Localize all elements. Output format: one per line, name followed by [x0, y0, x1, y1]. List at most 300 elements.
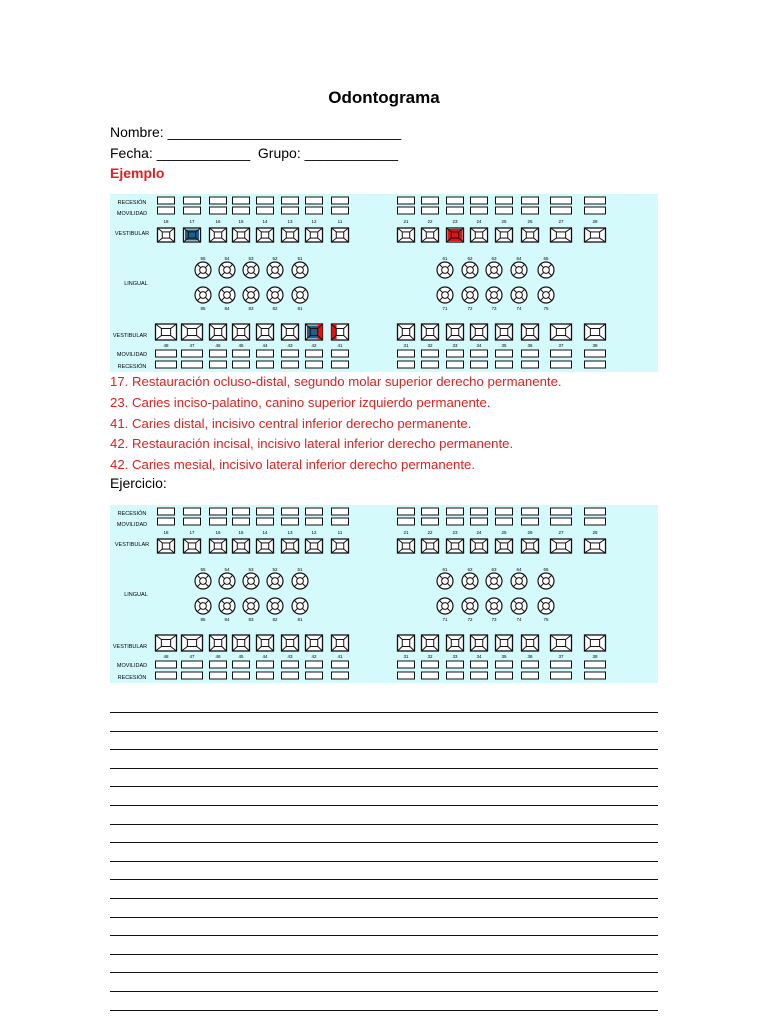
example-notes [110, 372, 670, 476]
row-label-movilidad: MOVILIDAD [117, 352, 147, 358]
recesion-box [398, 672, 415, 679]
recesion-box [184, 197, 201, 204]
tooth-icon [282, 635, 299, 651]
primary-tooth-icon [243, 573, 259, 589]
tooth-number: 23 [452, 219, 458, 224]
tooth-number: 36 [527, 654, 533, 659]
tooth-outline [267, 287, 283, 303]
tooth-outline [219, 287, 235, 303]
tooth-number: 28 [592, 530, 598, 535]
tooth-number: 35 [501, 343, 507, 348]
primary-tooth-icon [292, 598, 308, 614]
answer-line[interactable] [110, 786, 658, 805]
recesion-box [306, 661, 323, 668]
tooth-number: 11 [338, 530, 343, 535]
tooth-icon [332, 635, 349, 651]
recesion-box [496, 350, 513, 357]
tooth-number: 27 [558, 530, 564, 535]
tooth-number: 15 [238, 530, 244, 535]
recesion-box [156, 672, 177, 679]
recesion-box [182, 661, 203, 668]
answer-line[interactable] [110, 768, 658, 787]
primary-tooth-icon [462, 262, 478, 278]
note-item: 41. Caries distal, incisivo central inferior derecho permanente. [110, 414, 670, 435]
recesion-box [257, 672, 274, 679]
tooth-icon [257, 324, 274, 340]
answer-line[interactable] [110, 824, 658, 843]
tooth-number: 74 [516, 306, 522, 311]
tooth-number: 71 [442, 306, 448, 311]
tooth-number: 34 [476, 654, 482, 659]
recesion-box [233, 661, 250, 668]
recesion-box [233, 672, 250, 679]
primary-tooth-icon [195, 573, 211, 589]
tooth-outline [195, 262, 211, 278]
answer-line[interactable] [110, 898, 658, 917]
tooth-number: 33 [452, 343, 458, 348]
recesion-box [585, 197, 606, 204]
tooth-icon [182, 635, 203, 651]
tooth-number: 43 [287, 343, 293, 348]
tooth-icon [156, 635, 177, 651]
primary-tooth-icon [437, 262, 453, 278]
tooth-number: 52 [272, 256, 278, 261]
tooth-number: 75 [543, 306, 549, 311]
recesion-box [282, 661, 299, 668]
tooth-number: 11 [338, 219, 343, 224]
tooth-outline [462, 287, 478, 303]
recesion-box [447, 207, 464, 214]
tooth-icon [210, 539, 227, 553]
recesion-box [522, 350, 539, 357]
recesion-box [422, 672, 439, 679]
tooth-number: 21 [403, 530, 409, 535]
recesion-box [422, 361, 439, 368]
recesion-box [184, 508, 201, 515]
tooth-icon [257, 228, 274, 242]
recesion-box [585, 207, 606, 214]
tooth-number: 32 [427, 654, 433, 659]
row-label-vestibular: VESTIBULAR [113, 644, 147, 650]
primary-tooth-icon [219, 287, 235, 303]
recesion-box [306, 207, 323, 214]
recesion-box [233, 508, 250, 515]
recesion-box [306, 672, 323, 679]
recesion-box [551, 672, 572, 679]
tooth-number: 47 [189, 654, 195, 659]
tooth-number: 71 [442, 617, 448, 622]
tooth-icon [522, 635, 539, 651]
recesion-box [496, 518, 513, 525]
row-label-vestibular: VESTIBULAR [115, 542, 149, 548]
recesion-box [398, 518, 415, 525]
recesion-box [257, 197, 274, 204]
recesion-box [184, 518, 201, 525]
recesion-box [471, 350, 488, 357]
tooth-icon [496, 324, 513, 340]
tooth-icon [471, 539, 488, 553]
recesion-box [496, 197, 513, 204]
primary-tooth-icon [219, 573, 235, 589]
recesion-box [551, 197, 572, 204]
recesion-box [551, 661, 572, 668]
primary-tooth-icon [195, 262, 211, 278]
primary-tooth-icon [219, 262, 235, 278]
tooth-icon [522, 539, 539, 553]
recesion-box [447, 361, 464, 368]
answer-line[interactable] [110, 954, 658, 973]
primary-tooth-icon [462, 598, 478, 614]
tooth-number: 37 [558, 654, 564, 659]
tooth-icon [585, 228, 606, 242]
tooth-outline [292, 262, 308, 278]
primary-tooth-icon [511, 598, 527, 614]
recesion-box [551, 508, 572, 515]
tooth-number: 18 [163, 219, 169, 224]
tooth-number: 53 [248, 256, 254, 261]
recesion-box [257, 350, 274, 357]
tooth-icon [233, 228, 250, 242]
row-label-vestibular: VESTIBULAR [115, 231, 149, 237]
recesion-box [585, 518, 606, 525]
primary-tooth-icon [437, 287, 453, 303]
answer-line[interactable] [110, 1010, 658, 1028]
tooth-number: 15 [238, 219, 244, 224]
recesion-box [332, 672, 349, 679]
tooth-number: 13 [287, 219, 293, 224]
row-label-movilidad: MOVILIDAD [117, 522, 147, 528]
tooth-number: 44 [262, 343, 268, 348]
recesion-box [522, 672, 539, 679]
row-label-recesion: RECESIÓN [118, 510, 147, 517]
tooth-icon [422, 539, 439, 553]
recesion-box [257, 207, 274, 214]
primary-tooth-icon [219, 598, 235, 614]
recesion-box [306, 350, 323, 357]
tooth-icon [306, 324, 323, 340]
tooth-icon [398, 635, 415, 651]
tooth-number: 33 [452, 654, 458, 659]
tooth-number: 65 [543, 567, 549, 572]
recesion-box [210, 518, 227, 525]
tooth-outline [219, 262, 235, 278]
recesion-box [447, 518, 464, 525]
odontogram-example [110, 194, 658, 372]
tooth-number: 27 [558, 219, 564, 224]
primary-tooth-icon [511, 573, 527, 589]
answer-line[interactable] [110, 842, 658, 861]
odontogram-exercise[interactable] [110, 505, 658, 683]
primary-tooth-icon [437, 598, 453, 614]
answer-line[interactable] [110, 991, 658, 1010]
recesion-box [551, 361, 572, 368]
tooth-outline [243, 287, 259, 303]
recesion-box [398, 508, 415, 515]
tooth-number: 45 [238, 654, 244, 659]
tooth-icon [398, 324, 415, 340]
tooth-icon [398, 539, 415, 553]
recesion-box [306, 197, 323, 204]
recesion-box [210, 361, 227, 368]
recesion-box [447, 508, 464, 515]
recesion-box [496, 661, 513, 668]
recesion-box [332, 508, 349, 515]
primary-tooth-icon [243, 287, 259, 303]
tooth-icon [332, 324, 349, 340]
tooth-icon [551, 635, 572, 651]
tooth-outline [195, 287, 211, 303]
tooth-number: 32 [427, 343, 433, 348]
tooth-number: 64 [516, 567, 522, 572]
answer-line[interactable] [110, 917, 658, 936]
recesion-box [471, 672, 488, 679]
recesion-box [398, 661, 415, 668]
tooth-number: 48 [163, 654, 169, 659]
recesion-box [282, 672, 299, 679]
primary-tooth-icon [292, 262, 308, 278]
tooth-icon [496, 228, 513, 242]
page-title: Odontograma [0, 88, 768, 108]
recesion-box [156, 350, 177, 357]
recesion-box [210, 661, 227, 668]
recesion-box [522, 197, 539, 204]
fecha-grupo-field[interactable]: Fecha: ____________ Grupo: ____________ [110, 145, 398, 161]
recesion-box [585, 661, 606, 668]
tooth-number: 16 [215, 219, 221, 224]
tooth-icon [332, 228, 349, 242]
tooth-number: 81 [297, 306, 303, 311]
tooth-number: 61 [442, 567, 448, 572]
recesion-box [522, 207, 539, 214]
tooth-icon [496, 635, 513, 651]
tooth-number: 72 [467, 306, 473, 311]
recesion-box [233, 197, 250, 204]
primary-tooth-icon [195, 598, 211, 614]
tooth-icon [551, 228, 572, 242]
recesion-box [306, 361, 323, 368]
primary-tooth-icon [486, 287, 502, 303]
recesion-box [585, 350, 606, 357]
primary-tooth-icon [437, 573, 453, 589]
answer-line[interactable] [110, 805, 658, 824]
primary-tooth-icon [511, 287, 527, 303]
answer-line[interactable] [110, 712, 658, 731]
recesion-box [158, 508, 175, 515]
tooth-number: 54 [224, 256, 230, 261]
odontogram-svg [110, 505, 658, 683]
tooth-icon [184, 539, 201, 553]
recesion-box [471, 518, 488, 525]
tooth-icon [156, 324, 177, 340]
tooth-icon [471, 635, 488, 651]
recesion-box [233, 350, 250, 357]
tooth-number: 13 [287, 530, 293, 535]
answer-line[interactable] [110, 972, 658, 991]
recesion-box [306, 518, 323, 525]
primary-tooth-icon [243, 262, 259, 278]
recesion-box [422, 661, 439, 668]
recesion-box [257, 661, 274, 668]
row-label-recesion: RECESIÓN [118, 363, 147, 370]
recesion-box [210, 350, 227, 357]
recesion-box [210, 672, 227, 679]
answer-line[interactable] [110, 879, 658, 898]
tooth-icon [398, 228, 415, 242]
answer-line[interactable] [110, 935, 658, 954]
answer-line[interactable] [110, 861, 658, 880]
tooth-outline [437, 287, 453, 303]
tooth-number: 17 [189, 530, 195, 535]
tooth-icon [210, 324, 227, 340]
tooth-outline [486, 262, 502, 278]
recesion-box [332, 361, 349, 368]
primary-tooth-icon [538, 598, 554, 614]
tooth-number: 42 [311, 343, 317, 348]
recesion-box [422, 508, 439, 515]
tooth-icon [471, 228, 488, 242]
recesion-box [471, 661, 488, 668]
recesion-box [471, 361, 488, 368]
answer-line[interactable] [110, 749, 658, 768]
recesion-box [496, 508, 513, 515]
recesion-box [210, 508, 227, 515]
tooth-number: 35 [501, 654, 507, 659]
nombre-field[interactable]: Nombre: ______________________________ [110, 124, 401, 140]
primary-tooth-icon [462, 287, 478, 303]
tooth-number: 24 [476, 219, 482, 224]
tooth-icon [282, 539, 299, 553]
row-label-recesion: RECESIÓN [118, 199, 147, 206]
primary-tooth-icon [195, 287, 211, 303]
primary-tooth-icon [486, 262, 502, 278]
tooth-icon [447, 324, 464, 340]
recesion-box [422, 350, 439, 357]
tooth-number: 82 [272, 306, 278, 311]
recesion-box [158, 197, 175, 204]
tooth-icon [447, 539, 464, 553]
tooth-number: 61 [442, 256, 448, 261]
tooth-icon [282, 228, 299, 242]
tooth-number: 12 [311, 219, 317, 224]
row-label-lingual: LINGUAL [124, 592, 148, 598]
note-item: 23. Caries inciso-palatino, canino superior izquierdo permanente. [110, 393, 670, 414]
tooth-icon [585, 635, 606, 651]
tooth-icon [585, 324, 606, 340]
row-label-lingual: LINGUAL [124, 281, 148, 287]
primary-tooth-icon [267, 262, 283, 278]
recesion-box [282, 361, 299, 368]
tooth-outline [292, 287, 308, 303]
recesion-box [282, 508, 299, 515]
recesion-box [332, 518, 349, 525]
tooth-number: 51 [297, 567, 303, 572]
primary-tooth-icon [486, 573, 502, 589]
tooth-number: 62 [467, 256, 473, 261]
tooth-number: 46 [215, 343, 221, 348]
tooth-number: 41 [337, 343, 343, 348]
tooth-number: 14 [262, 530, 268, 535]
recesion-box [447, 661, 464, 668]
primary-tooth-icon [243, 598, 259, 614]
answer-line[interactable] [110, 731, 658, 750]
recesion-box [471, 197, 488, 204]
recesion-box [158, 518, 175, 525]
tooth-icon [182, 324, 203, 340]
row-label-movilidad: MOVILIDAD [117, 663, 147, 669]
primary-tooth-icon [267, 598, 283, 614]
answer-lines[interactable] [110, 712, 658, 1028]
recesion-box [332, 350, 349, 357]
primary-tooth-icon [511, 262, 527, 278]
recesion-box [585, 508, 606, 515]
primary-tooth-icon [267, 573, 283, 589]
tooth-number: 37 [558, 343, 564, 348]
tooth-number: 55 [200, 567, 206, 572]
tooth-number: 55 [200, 256, 206, 261]
tooth-number: 83 [248, 617, 254, 622]
tooth-number: 53 [248, 567, 254, 572]
tooth-number: 21 [403, 219, 409, 224]
tooth-number: 24 [476, 530, 482, 535]
tooth-number: 22 [427, 219, 433, 224]
tooth-number: 31 [403, 343, 409, 348]
recesion-box [282, 197, 299, 204]
tooth-number: 63 [491, 256, 497, 261]
recesion-box [233, 361, 250, 368]
tooth-number: 17 [189, 219, 195, 224]
tooth-number: 26 [527, 219, 533, 224]
recesion-box [398, 361, 415, 368]
tooth-number: 83 [248, 306, 254, 311]
tooth-number: 18 [163, 530, 169, 535]
tooth-icon [522, 324, 539, 340]
tooth-number: 65 [543, 256, 549, 261]
recesion-box [551, 518, 572, 525]
tooth-number: 22 [427, 530, 433, 535]
tooth-number: 44 [262, 654, 268, 659]
note-item: 42. Caries mesial, incisivo lateral inferior derecho permanente. [110, 455, 670, 476]
tooth-icon [551, 324, 572, 340]
tooth-icon [210, 635, 227, 651]
tooth-number: 25 [501, 219, 507, 224]
tooth-icon [447, 635, 464, 651]
note-item: 17. Restauración ocluso-distal, segundo molar superior derecho permanente. [110, 372, 670, 393]
recesion-box [522, 508, 539, 515]
recesion-box [184, 207, 201, 214]
tooth-icon [447, 228, 464, 242]
tooth-outline [437, 262, 453, 278]
tooth-icon [233, 635, 250, 651]
tooth-number: 47 [189, 343, 195, 348]
tooth-icon [282, 324, 299, 340]
tooth-number: 52 [272, 567, 278, 572]
recesion-box [496, 207, 513, 214]
recesion-box [398, 207, 415, 214]
tooth-number: 48 [163, 343, 169, 348]
recesion-box [496, 361, 513, 368]
recesion-box [257, 361, 274, 368]
tooth-icon [551, 539, 572, 553]
tooth-number: 36 [527, 343, 533, 348]
recesion-box [282, 207, 299, 214]
recesion-box [422, 518, 439, 525]
tooth-icon [522, 228, 539, 242]
tooth-number: 38 [592, 654, 598, 659]
recesion-box [158, 207, 175, 214]
tooth-number: 74 [516, 617, 522, 622]
tooth-number: 45 [238, 343, 244, 348]
row-label-recesion: RECESIÓN [118, 674, 147, 681]
